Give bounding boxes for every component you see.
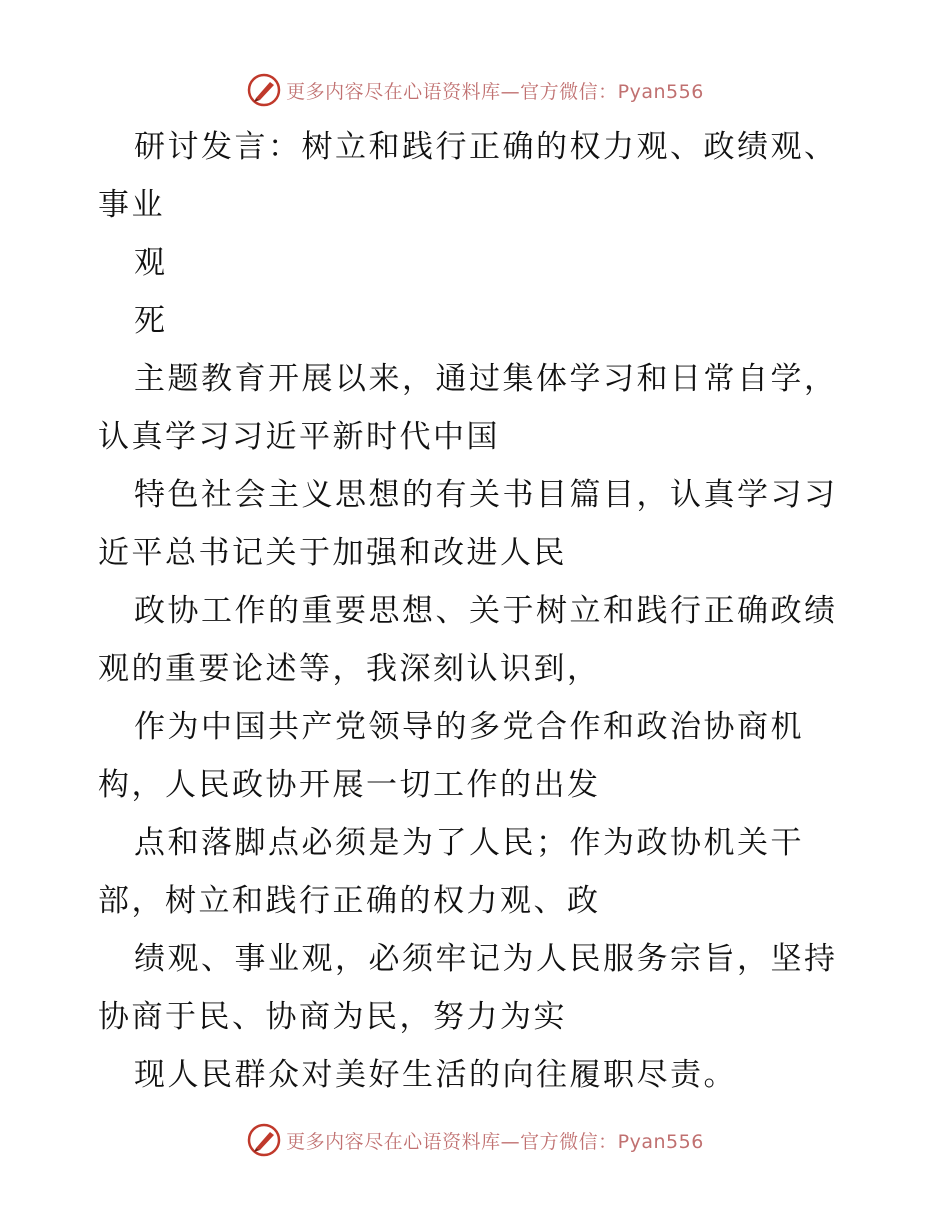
- pen-logo-icon: [246, 1122, 282, 1158]
- paragraph: 特色社会主义思想的有关书目篇目，认真学习习近平总书记关于加强和改进人民: [98, 477, 838, 571]
- paragraph: 点和落脚点必须是为了人民；作为政协机关干部，树立和践行正确的权力观、政: [98, 825, 804, 919]
- title-line: 研讨发言：树立和践行正确的权力观、政绩观、事业: [98, 129, 838, 223]
- header-watermark-text: 更多内容尽在心语资料库—官方微信：Pyan556: [286, 80, 704, 103]
- paragraph: 作为中国共产党领导的多党合作和政治协商机构，人民政协开展一切工作的出发: [98, 709, 804, 803]
- title-line: 观: [134, 245, 168, 281]
- header-watermark: [0, 70, 950, 110]
- document-body: [98, 118, 868, 1104]
- paragraph: 政协工作的重要思想、关于树立和践行正确政绩观的重要论述等，我深刻认识到，: [98, 593, 838, 687]
- paragraph: 现人民群众对美好生活的向往履职尽责。: [134, 1057, 737, 1093]
- footer-watermark-text: 更多内容尽在心语资料库—官方微信：Pyan556: [286, 1130, 704, 1153]
- paragraph: 主题教育开展以来，通过集体学习和日常自学，认真学习习近平新时代中国: [98, 361, 838, 455]
- footer-watermark: [0, 1120, 950, 1160]
- pen-logo-icon: [246, 72, 282, 108]
- paragraph: 绩观、事业观，必须牢记为人民服务宗旨，坚持协商于民、协商为民，努力为实: [98, 941, 838, 1035]
- title-line: 死: [134, 303, 168, 339]
